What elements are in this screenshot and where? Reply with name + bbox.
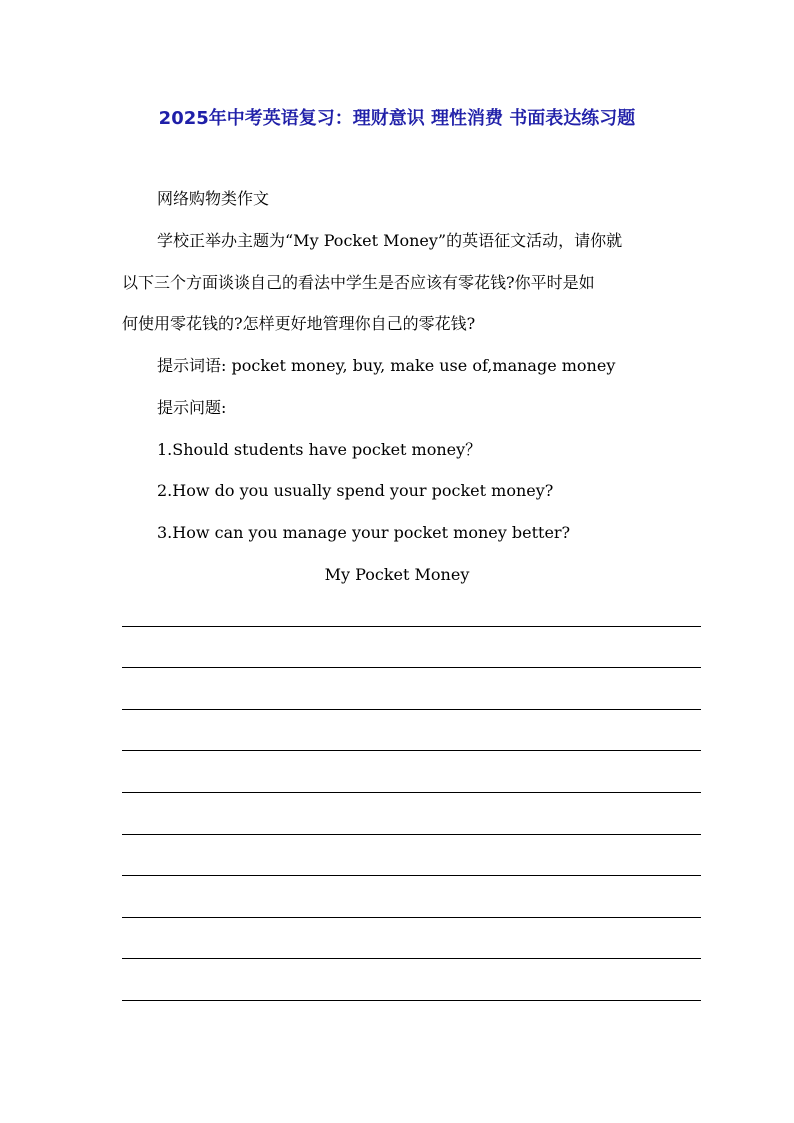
- prompt-line-2: 以下三个方面谈谈自己的看法中学生是否应该有零花钱?你平时是如: [122, 273, 595, 292]
- writing-line: [122, 750, 701, 751]
- document-title: 2025年中考英语复习：理财意识 理性消费 书面表达练习题: [158, 108, 636, 129]
- writing-line: [122, 667, 701, 668]
- writing-line: [122, 626, 701, 627]
- writing-line: [122, 709, 701, 710]
- hint-words: 提示词语: pocket money, buy, make use of,manage money: [157, 356, 616, 375]
- essay-title: My Pocket Money: [324, 565, 470, 584]
- writing-line: [122, 875, 701, 876]
- prompt-line-1: 学校正举办主题为“My Pocket Money”的英语征文活动，请你就: [157, 231, 623, 250]
- category-label: 网络购物类作文: [157, 189, 270, 208]
- hint-questions-label: 提示问题:: [157, 398, 227, 417]
- writing-line: [122, 792, 701, 793]
- writing-line: [122, 1000, 701, 1001]
- question-3: 3.How can you manage your pocket money better?: [157, 523, 571, 542]
- question-1: 1.Should students have pocket money？: [157, 440, 482, 459]
- prompt-line-3: 何使用零花钱的?怎样更好地管理你自己的零花钱?: [122, 314, 476, 333]
- question-2: 2.How do you usually spend your pocket money?: [157, 481, 554, 500]
- writing-line: [122, 834, 701, 835]
- writing-line: [122, 958, 701, 959]
- writing-line: [122, 917, 701, 918]
